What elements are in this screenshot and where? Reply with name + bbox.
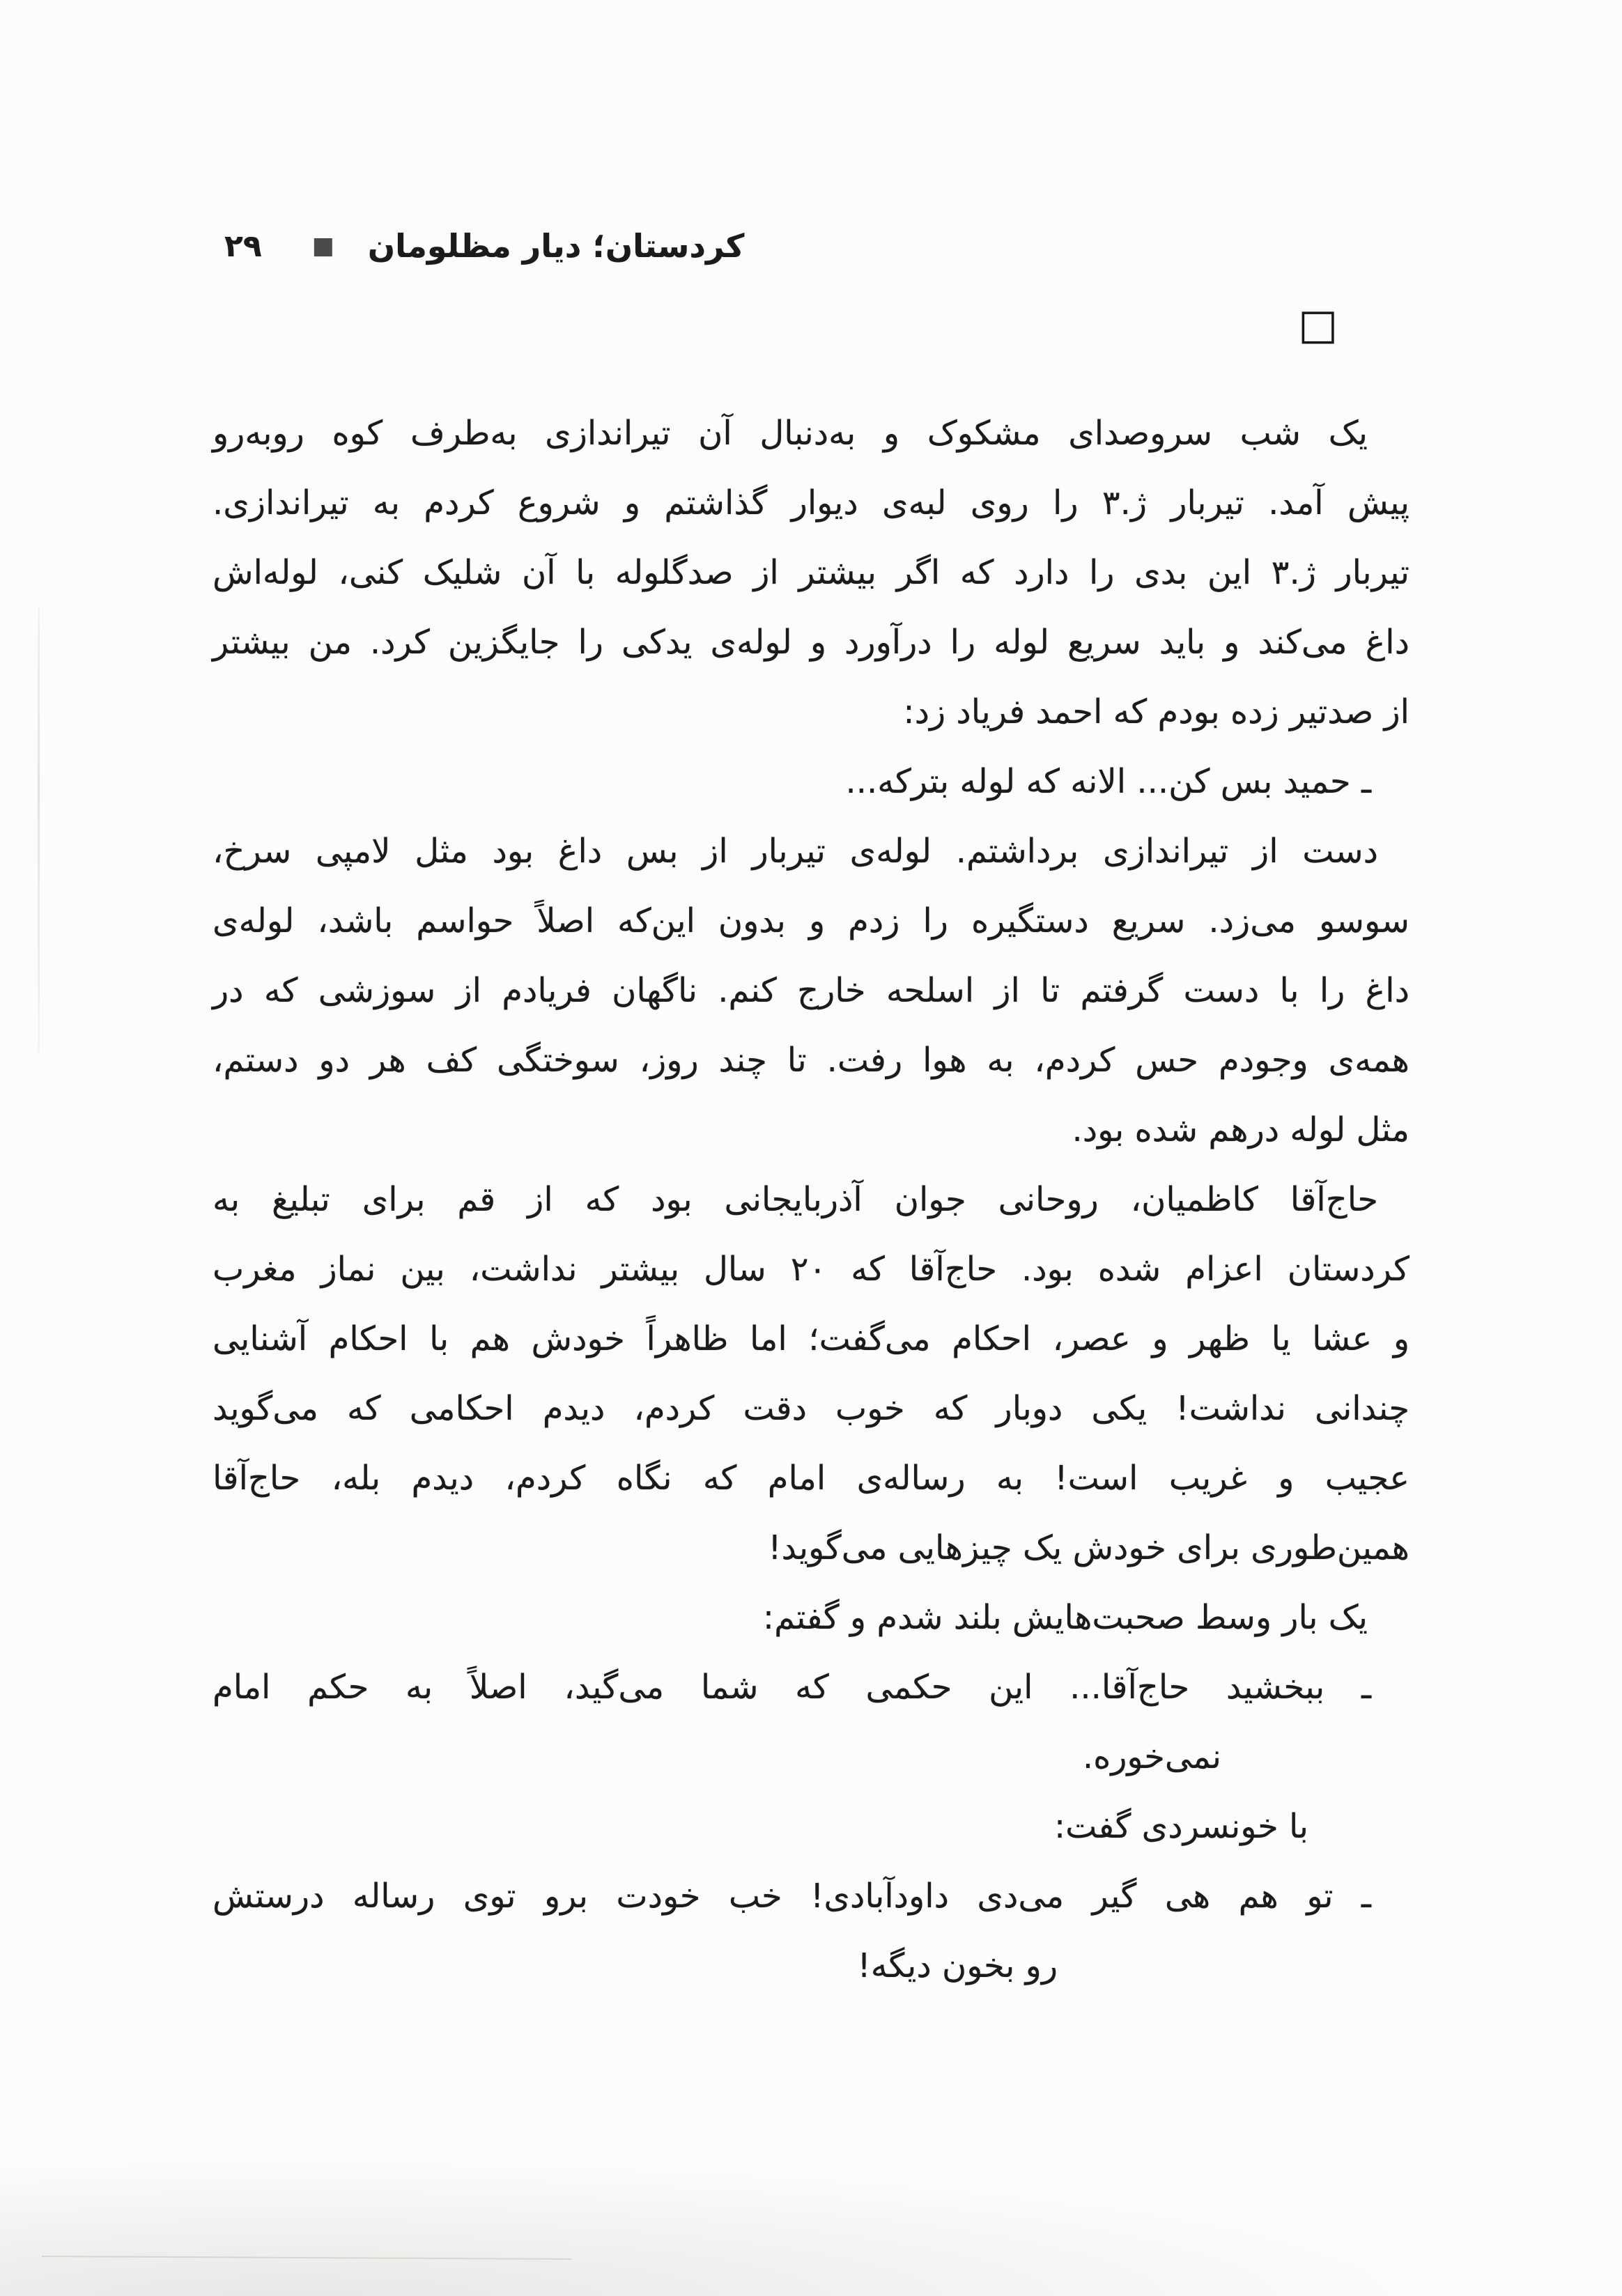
text-line: سوسو می‌زد. سریع دستگیره را زدم و بدون این‌که اصلاً حواسم باشد، لوله‌ی xyxy=(213,901,1409,940)
text-line: مثل لوله درهم شده بود. xyxy=(1072,1110,1409,1149)
text-line: نمی‌خوره. xyxy=(1082,1737,1221,1776)
text-line: ـ تو هم هی گیر می‌دی داودآبادی! خب خودت برو توی رساله درستش xyxy=(213,1877,1371,1916)
text-line: یک شب سروصدای مشکوک و به‌دنبال آن تیراندازی به‌طرف کوه روبه‌رو xyxy=(213,414,1368,453)
text-line: داغ می‌کند و باید سریع لوله را درآورد و لوله‌ی یدکی را جایگزین کرد. من بیشتر xyxy=(213,623,1409,662)
text-line: همین‌طوری برای خودش یک چیزهایی می‌گوید! xyxy=(768,1528,1409,1567)
text-line: دست از تیراندازی برداشتم. لوله‌ی تیربار از بس داغ بود مثل لامپی سرخ، xyxy=(213,832,1378,871)
section-divider-square-icon: □ xyxy=(1298,300,1338,349)
text-line: داغ را با دست گرفتم تا از اسلحه خارج کنم. ناگهان فریادم از سوزشی که در xyxy=(213,971,1409,1010)
text-line: با خونسردی گفت: xyxy=(1053,1807,1308,1846)
scan-artifact-left-edge xyxy=(38,607,40,1053)
scan-artifact-bottom-shadow xyxy=(0,2136,1622,2296)
page-header xyxy=(224,227,744,265)
text-line: ـ ببخشید حاج‌آقا... این حکمی که شما می‌گید، اصلاً به حکم امام xyxy=(213,1668,1371,1707)
page-number: ۲۹ xyxy=(224,228,262,264)
text-line: عجیب و غریب است! به رساله‌ی امام که نگاه کردم، دیدم بله، حاج‌آقا xyxy=(213,1459,1409,1498)
text-line: تیربار ژ.۳ این بدی را دارد که اگر بیشتر از صدگلوله با آن شلیک کنی، لوله‌اش xyxy=(213,553,1409,592)
text-line: کردستان اعزام شده بود. حاج‌آقا که ۲۰ سال بیشتر نداشت، بین نماز مغرب xyxy=(213,1250,1409,1289)
text-line: همه‌ی وجودم حس کردم، به هوا رفت. تا چند روز، سوختگی کف هر دو دستم، xyxy=(213,1041,1409,1080)
text-line: ـ حمید بس کن... الانه که لوله بترکه... xyxy=(845,762,1371,801)
text-line: پیش آمد. تیربار ژ.۳ را روی لبه‌ی دیوار گذاشتم و شروع کردم به تیراندازی. xyxy=(213,483,1409,522)
text-line: از صدتیر زده بودم که احمد فریاد زد: xyxy=(903,692,1409,731)
text-line: حاج‌آقا کاظمیان، روحانی جوان آذربایجانی بود که از قم برای تبلیغ به xyxy=(213,1180,1378,1219)
header-square-icon: ■ xyxy=(311,232,334,260)
text-line: یک بار وسط صحبت‌هایش بلند شدم و گفتم: xyxy=(762,1598,1368,1637)
text-line: رو بخون دیگه! xyxy=(857,1946,1058,1985)
text-line: و عشا یا ظهر و عصر، احکام می‌گفت؛ اما ظاهراً خودش هم با احکام آشنایی xyxy=(213,1319,1409,1358)
text-line: چندانی نداشت! یکی دوبار که خوب دقت کردم، دیدم احکامی که می‌گوید xyxy=(213,1389,1409,1428)
body-text xyxy=(213,398,1409,2001)
chapter-title: کردستان؛ دیار مظلومان xyxy=(367,227,745,265)
